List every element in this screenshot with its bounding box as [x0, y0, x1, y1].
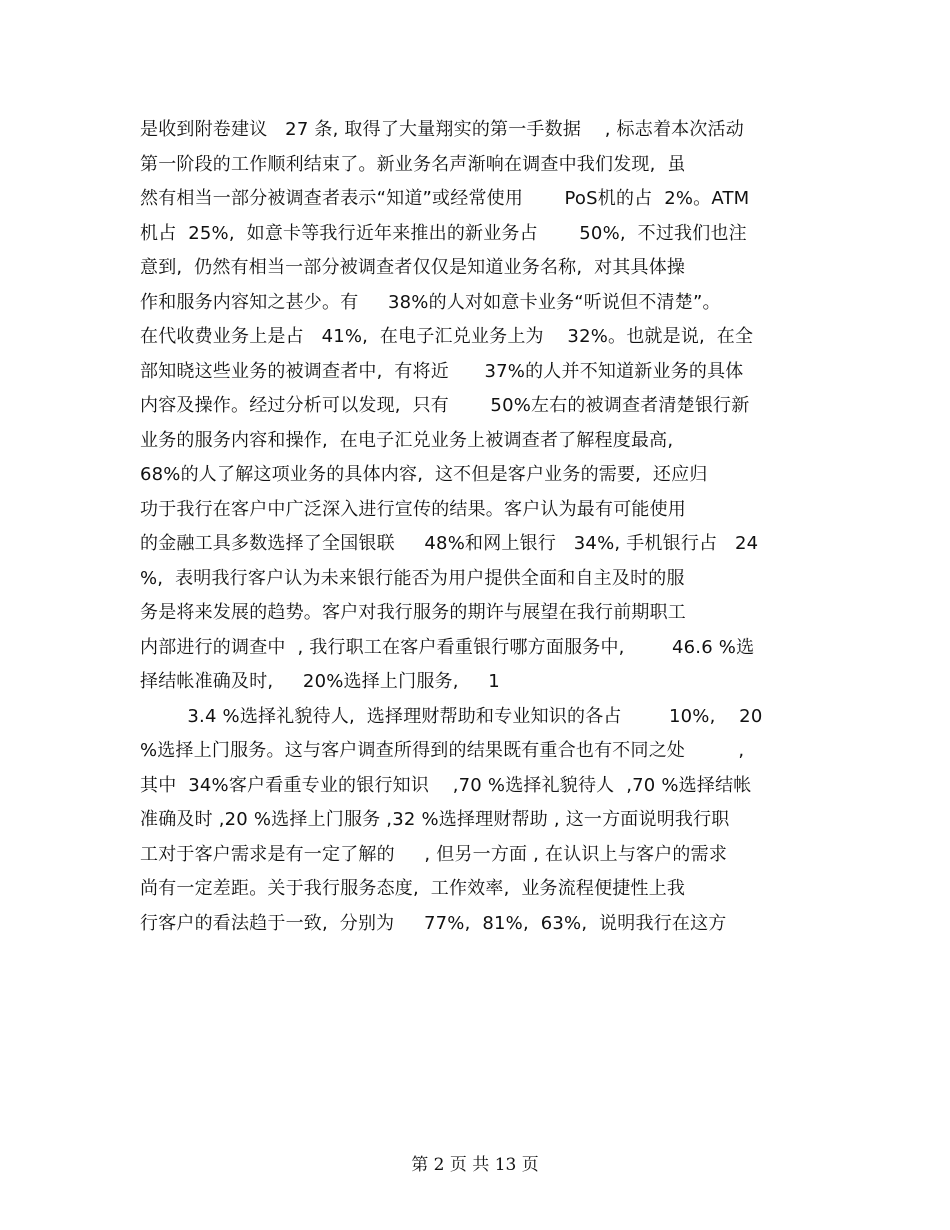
text-line: 在代收费业务上是占 41%, 在电子汇兑业务上为 32%。也就是说, 在全: [140, 326, 754, 347]
text-line: 第一阶段的工作顺利结束了。新业务名声渐响在调查中我们发现, 虽: [140, 153, 686, 175]
document-body: [0, 113, 950, 941]
text-line: 机占 25%, 如意卡等我行近年来推出的新业务占 50%, 不过我们也注: [140, 222, 747, 244]
text-line: 68%的人了解这项业务的具体内容, 这不但是客户业务的需要, 还应归: [140, 464, 708, 485]
text-line: 工对于客户需求是有一定了解的 , 但另一方面 , 在认识上与客户的需求: [140, 843, 728, 865]
text-line: 尚有一定差距。关于我行服务态度, 工作效率, 业务流程便捷性上我: [140, 878, 686, 899]
text-line: 行客户的看法趋于一致, 分别为 77%, 81%, 63%, 说明我行在这方: [140, 912, 727, 934]
text-line: %选择上门服务。这与客户调查所得到的结果既有重合也有不同之处 ,: [140, 740, 745, 761]
text-line: 务是将来发展的趋势。客户对我行服务的期许与展望在我行前期职工: [140, 602, 686, 623]
text-line: 准确及时 ,20 %选择上门服务 ,32 %选择理财帮助 , 这一方面说明我行职: [140, 809, 730, 830]
text-line: 功于我行在客户中广泛深入进行宣传的结果。客户认为最有可能使用: [140, 498, 686, 520]
text-line: %, 表明我行客户认为未来银行能否为用户提供全面和自主及时的服: [140, 567, 685, 589]
text-line: 部知晓这些业务的被调查者中, 有将近 37%的人并不知道新业务的具体: [140, 360, 744, 382]
text-line: 业务的服务内容和操作, 在电子汇兑业务上被调查者了解程度最高,: [140, 429, 674, 451]
page-number-footer: 第 2 页 共 13 页: [411, 1155, 539, 1175]
text-line: 3.4 %选择礼貌待人, 选择理财帮助和专业知识的各占 10%, 20: [140, 705, 763, 727]
text-line: 其中 34%客户看重专业的银行知识 ,70 %选择礼貌待人 ,70 %选择结帐: [140, 774, 752, 796]
text-line: 内部进行的调查中 , 我行职工在客户看重银行哪方面服务中, 46.6 %选: [140, 636, 755, 658]
text-line: 的金融工具多数选择了全国银联 48%和网上银行 34%, 手机银行占 24: [140, 533, 759, 554]
text-line: 内容及操作。经过分析可以发现, 只有 50%左右的被调查者清楚银行新: [140, 395, 750, 416]
text-line: 作和服务内容知之甚少。有 38%的人对如意卡业务“听说但不清楚”。: [140, 291, 721, 313]
text-line: 然有相当一部分被调查者表示“知道”或经常使用 PoS机的占 2%。ATM: [140, 188, 750, 209]
text-line: 意到, 仍然有相当一部分被调查者仅仅是知道业务名称, 对其具体操: [140, 257, 686, 278]
text-line: 择结帐准确及时, 20%选择上门服务, 1: [140, 671, 500, 692]
text-line: 是收到附卷建议 27 条, 取得了大量翔实的第一手数据 , 标志着本次活动: [140, 119, 744, 140]
